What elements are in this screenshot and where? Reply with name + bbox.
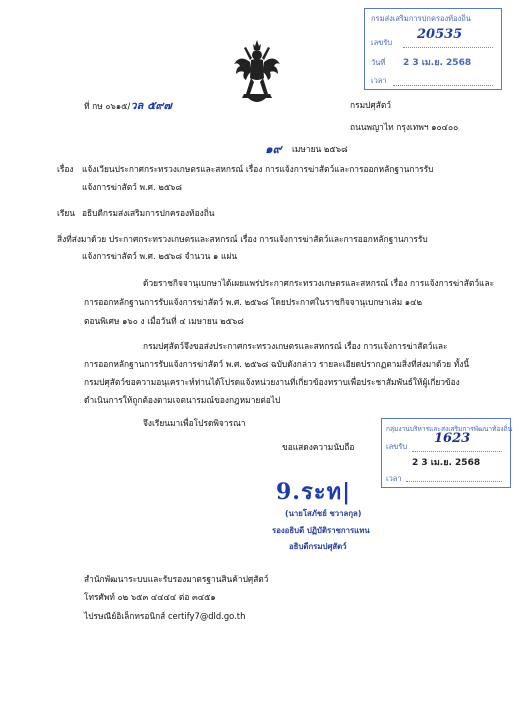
date-day-handwritten: ๑๙ [265,142,282,156]
receipt-stamp-top [364,8,502,90]
body-p2-line-1: กรมปศุสัตว์จึงขอส่งประกาศกระทรวงเกษตรและสหกรณ์ เรื่อง การแจ้งการฆ่าสัตว์และ [143,341,448,351]
stamp-date-label: วันที่ [371,58,386,67]
stamp-org: กรมส่งเสริมการปกครองท้องถิ่น [371,14,471,23]
reference-handwritten: วล ๕๙๗ [130,99,172,112]
stamp-line [412,451,502,452]
stamp-line [393,85,493,86]
stamp-recv-label: เลขรับ [386,442,408,451]
body-p2-line-2: การออกหลักฐานการรับแจ้งการฆ่าสัตว์ พ.ศ. ๒๕๖๘ ฉบับดังกล่าว รายละเอียดปรากฏตามสิ่งที่ส่งมาด้วย ทั้งนี้ [84,359,470,369]
stamp-time-label: เวลา [371,76,387,85]
stamp-date-value: 2 3 เม.ย. 2568 [403,58,472,68]
stamp-recv-number: 1623 [434,431,471,446]
signatory-title-2: อธิบดีกรมปศุสัตว์ [289,542,347,551]
receipt-stamp-middle [381,418,511,488]
signatory-name: (นายโสภัชย์ ชวาลกุล) [285,509,362,518]
recipient-value: อธิบดีกรมส่งเสริมการปกครองท้องถิ่น [82,208,215,218]
subject-label: เรื่อง [57,164,74,174]
subject-line-1: แจ้งเวียนประกาศกระทรวงเกษตรและสหกรณ์ เรื่อง การแจ้งการฆ่าสัตว์และการออกหลักฐานการรับ [82,164,434,174]
stamp-line [403,47,493,48]
stamp-recv-label: เลขรับ [371,38,393,47]
subject-line-2: แจ้งการฆ่าสัตว์ พ.ศ. ๒๕๖๘ [82,182,182,192]
body-p1-line-2: การออกหลักฐานการรับแจ้งการฆ่าสัตว์ พ.ศ. ๒๕๖๘ โดยประกาศในราชกิจจานุเบกษาเล่ม ๑๔๒ [84,297,422,307]
department-name: กรมปศุสัตว์ [350,100,391,110]
department-address: ถนนพญาไท กรุงเทพฯ ๑๐๔๐๐ [350,122,459,132]
footer-office: สำนักพัฒนาระบบและรับรองมาตรฐานสินค้าปศุสัตว์ [84,574,269,584]
recipient-label: เรียน [57,208,75,218]
garuda-emblem [232,38,282,108]
closing-request: จึงเรียนมาเพื่อโปรดพิจารณา [143,418,246,428]
stamp-date-value: 2 3 เม.ย. 2568 [412,458,481,468]
stamp-time-label: เวลา [386,474,402,483]
footer-phone: โทรศัพท์ ๐๒ ๖๕๓ ๔๔๔๔ ต่อ ๓๔๕๑ [84,592,216,602]
stamp-line [406,481,502,482]
body-p1-line-3: ตอนพิเศษ ๑๖๐ ง เมื่อวันที่ ๔ เมษายน ๒๕๖๘ [84,316,244,326]
footer-email: ไปรษณีย์อิเล็กทรอนิกส์ certify7@dld.go.th [84,611,246,621]
reference-prefix: ที่ กษ ๐๖๑๕/ [84,101,131,111]
body-p2-line-4: ดำเนินการให้ถูกต้องตามเจตนารมณ์ของกฎหมายต่อไป [84,395,281,405]
stamp-recv-number: 20535 [417,27,463,42]
regards: ขอแสดงความนับถือ [282,442,355,452]
letter-date: เมษายน ๒๕๖๘ [292,144,348,154]
reference-number [84,100,172,112]
signatory-title-1: รองอธิบดี ปฏิบัติราชการแทน [272,526,370,535]
body-p2-line-3: กรมปศุสัตว์ขอความอนุเคราะห์ท่านได้โปรดแจ้งหน่วยงานที่เกี่ยวข้องทราบเพื่อประชาสัมพันธ์ให้ผู้เกี่ยวข้อง [84,377,460,387]
body-p1-line-1: ด้วยราชกิจจานุเบกษาได้เผยแพร่ประกาศกระทรวงเกษตรและสหกรณ์ เรื่อง การแจ้งการฆ่าสัตว์และ [143,278,495,288]
enclosure-line-1: สิ่งที่ส่งมาด้วย ประกาศกระทรวงเกษตรและสหกรณ์ เรื่อง การแจ้งการฆ่าสัตว์และการออกหลักฐานการรับ [57,234,428,244]
enclosure-line-2: แจ้งการฆ่าสัตว์ พ.ศ. ๒๕๖๘ จำนวน ๑ แผ่น [82,251,238,261]
stamp-org: กลุ่มงานบริหารและส่งเสริมการพัฒนาท้องถิ่น [386,425,513,433]
signature-scrawl: 9.ระท| [276,479,352,505]
